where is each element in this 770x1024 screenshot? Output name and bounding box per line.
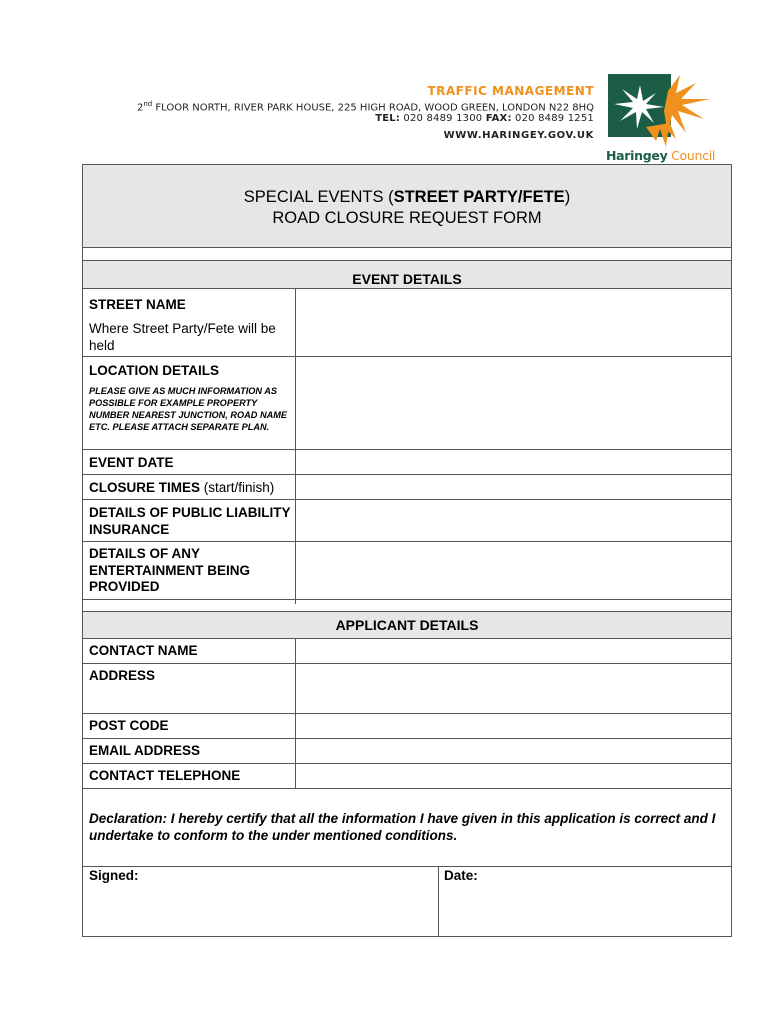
location-details-input[interactable] <box>296 357 731 449</box>
telephone-label: CONTACT TELEPHONE <box>89 768 241 783</box>
signature-field[interactable] <box>83 867 438 937</box>
contact-numbers: TEL: 020 8489 1300 FAX: 020 8489 1251 <box>375 113 594 124</box>
street-name-input[interactable] <box>296 289 731 356</box>
applicant-details-title: APPLICANT DETAILS <box>335 617 479 633</box>
event-details-title: EVENT DETAILS <box>352 271 462 287</box>
street-name-hint: Where Street Party/Fete will be held <box>89 321 276 353</box>
telephone-input[interactable] <box>296 764 731 788</box>
location-details-label: LOCATION DETAILS <box>89 363 219 378</box>
insurance-label: DETAILS OF PUBLIC LIABILITY INSURANCE <box>89 505 291 537</box>
council-logo-text: Haringey Council <box>606 148 716 163</box>
email-input[interactable] <box>296 739 731 763</box>
contact-name-input[interactable] <box>296 639 731 663</box>
contact-name-label: CONTACT NAME <box>89 643 198 658</box>
council-address: 2nd FLOOR NORTH, RIVER PARK HOUSE, 225 HIGH ROAD, WOOD GREEN, LONDON N22 8HQ <box>136 100 594 114</box>
closure-times-label: CLOSURE TIMES (start/finish) <box>89 480 275 495</box>
declaration-text: Declaration: I hereby certify that all the information I have given in this application is correct and I undertake to conform to the under mentioned conditions. <box>89 811 716 843</box>
post-code-label: POST CODE <box>89 718 169 733</box>
insurance-input[interactable] <box>296 500 731 541</box>
entertainment-label: DETAILS OF ANY ENTERTAINMENT BEING PROVIDED <box>89 546 250 594</box>
location-details-hint: PLEASE GIVE AS MUCH INFORMATION AS POSSIBLE FOR EXAMPLE PROPERTY NUMBER NEAREST JUNCTION, ROAD NAME ETC. PLEASE ATTACH SEPARATE PLAN. <box>89 386 288 432</box>
post-code-input[interactable] <box>296 714 731 738</box>
form-subtitle: ROAD CLOSURE REQUEST FORM <box>272 209 542 227</box>
department-title: TRAFFIC MANAGEMENT <box>427 84 594 98</box>
event-date-input[interactable] <box>296 450 731 474</box>
date-label: Date: <box>444 868 478 883</box>
email-label: EMAIL ADDRESS <box>89 743 201 758</box>
entertainment-input[interactable] <box>296 542 731 599</box>
form-title: SPECIAL EVENTS (STREET PARTY/FETE) <box>243 188 571 206</box>
event-date-label: EVENT DATE <box>89 455 174 470</box>
signed-label: Signed: <box>89 868 139 883</box>
address-input[interactable] <box>296 664 731 713</box>
date-field[interactable] <box>439 867 731 937</box>
street-name-label: STREET NAME <box>89 297 186 312</box>
road-closure-form <box>82 164 732 937</box>
website[interactable]: WWW.HARINGEY.GOV.UK <box>443 130 594 141</box>
closure-times-input[interactable] <box>296 475 731 499</box>
address-label: ADDRESS <box>89 668 156 683</box>
